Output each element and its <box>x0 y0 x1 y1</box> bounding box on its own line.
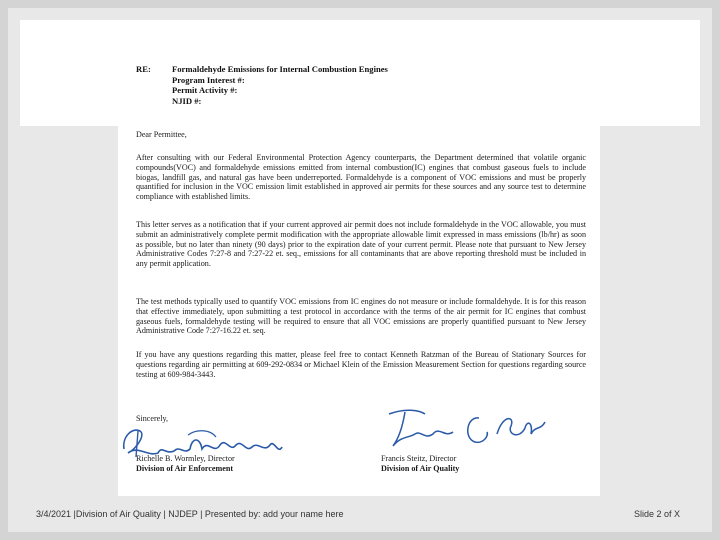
letter-paragraph-4: If you have any questions regarding this matter, please feel free to contact Kenneth Ratzman of the Bureau of Stationary Sources for questions regarding air permitting at 609-292-0834 or Michael Klein of the Emission Measurement Section for questions regarding source testing at 609-984-3443. <box>136 350 586 379</box>
signatory-right-name: Francis Steitz, Director <box>381 454 457 463</box>
signature-steitz <box>375 404 555 454</box>
letter-paragraph-1: After consulting with our Federal Environmental Protection Agency counterparts, the Department determined that volatile organic compounds(VOC) and formaldehyde emissions emitted from internal combustion(IC) engines that combust gaseous fuels to include biogas, landfill gas, and natural gas have been underreported. Formaldehyde is a component of VOC emissions and must be properly quantified for inclusion in the VOC emission limit established in approved air permits for these sources and any source test to determine compliance with established limits. <box>136 153 586 202</box>
slide-number: Slide 2 of X <box>633 509 680 519</box>
subject-title: Formaldehyde Emissions for Internal Combustion Engines <box>172 64 388 74</box>
letter-closing: Sincerely, <box>136 414 169 423</box>
njid-line: NJID #: <box>172 95 202 106</box>
signatory-right <box>381 454 459 474</box>
signatory-left-name: Richelle B. Wormley, Director <box>136 454 235 463</box>
slide-footer: 3/4/2021 |Division of Air Quality | NJDEP | Presented by: add your name here <box>36 509 344 519</box>
signatory-right-division: Division of Air Quality <box>381 463 460 473</box>
subject-label: RE: <box>136 64 151 74</box>
letter-greeting: Dear Permittee, <box>136 130 187 139</box>
program-interest-line: Program Interest #: <box>172 74 245 85</box>
letter-paragraph-2: This letter serves as a notification that if your current approved air permit does not include formaldehyde in the VOC allowable, you must submit an administratively complete permit modification with the appropriate allowable limit expressed in mass emissions (lb/hr) as soon as possible, but no later than ninety (90 days) prior to the expiration date of your current permit. Please note that pursuant to New Jersey Administrative Codes 7:27-8 and 7:27-22 et. seq., emissions for all contaminants that are above reporting threshold must be included in any permit application. <box>136 220 586 269</box>
signatory-left <box>136 454 235 474</box>
permit-activity-line: Permit Activity #: <box>172 85 238 95</box>
signatory-left-division: Division of Air Enforcement <box>136 463 234 473</box>
letter-paragraph-3: The test methods typically used to quantify VOC emissions from IC engines do not measure or include formaldehyde. It is for this reason that effective immediately, upon submitting a test protocol in accordance with the terms of the air permit for IC engines that combust gaseous fuels, formaldehyde testing will be required to ensure that all VOC emissions are properly quantified pursuant to New Jersey Administrative Code 7:27-16.22 et. seq. <box>136 297 586 336</box>
